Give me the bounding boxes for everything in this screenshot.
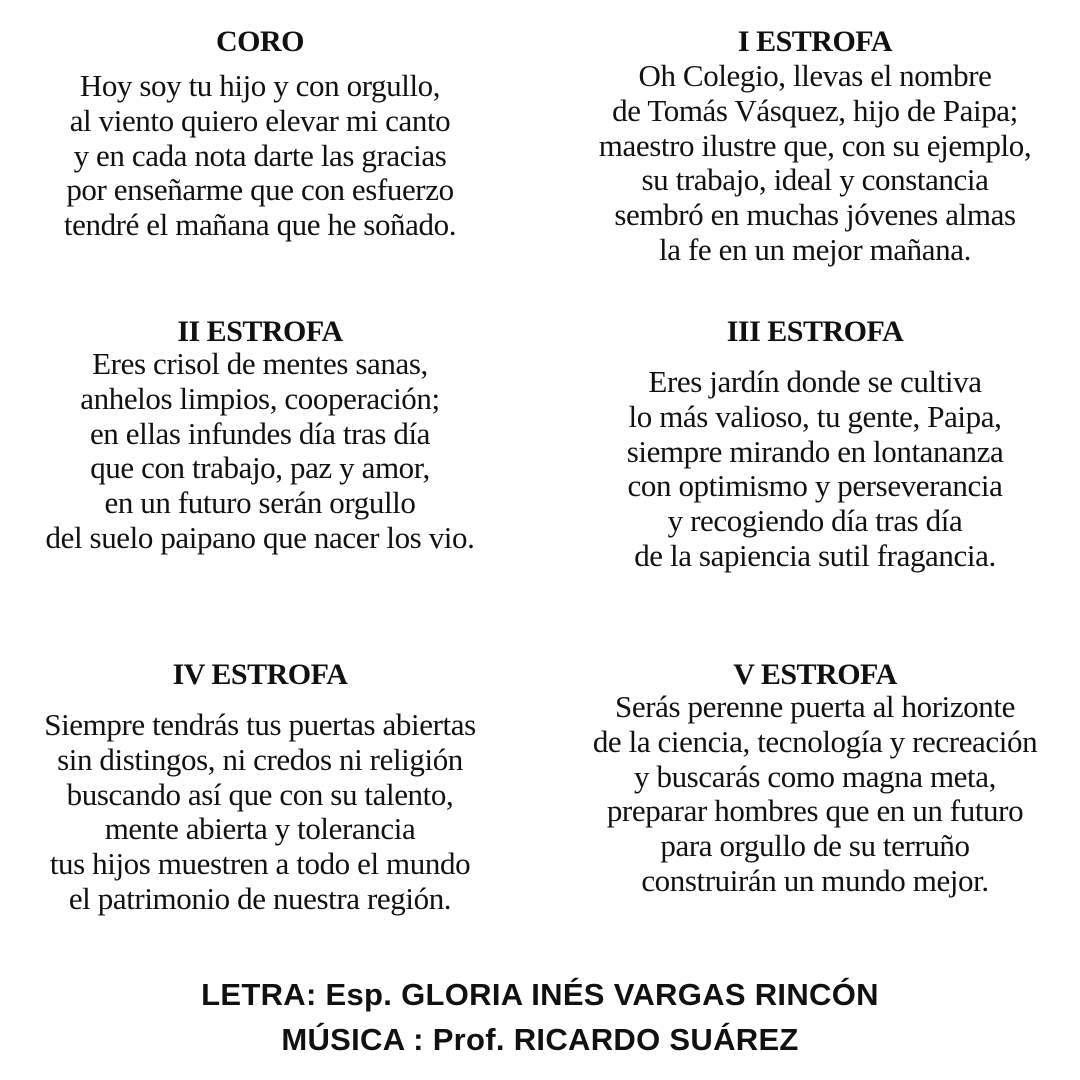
verse-line: tendré el mañana que he soñado.	[63, 207, 457, 243]
verse-line: Serás perenne puerta al horizonte	[615, 689, 1015, 724]
credits	[0, 972, 1080, 1062]
stanza-title: I ESTROFA	[737, 25, 893, 58]
stanza-title: V ESTROFA	[733, 658, 897, 691]
verse-line: maestro ilustre que, con su ejemplo,	[598, 127, 1032, 163]
verse-line: del suelo paipano que nacer los vio.	[45, 519, 475, 555]
verse-line: con optimismo y perseverancia	[627, 468, 1003, 504]
stanza-title: II ESTROFA	[177, 315, 343, 348]
verse-line: la fe en un mejor mañana.	[659, 231, 971, 267]
verse-line: en un futuro serán orgullo	[104, 485, 416, 521]
verse-line: y buscarás como magna meta,	[634, 758, 996, 794]
verse-line: Eres crisol de mentes sanas,	[92, 346, 428, 381]
verse-line: tus hijos muestren a todo el mundo	[49, 846, 471, 882]
verse-line: lo más valioso, tu gente, Paipa,	[628, 398, 1002, 434]
stanza-lines	[565, 59, 1065, 268]
verse-line: al viento quiero elevar mi canto	[69, 102, 451, 138]
verse-line: de la sapiencia sutil fragancia.	[634, 537, 996, 573]
stanza-ii-estrofa	[10, 315, 510, 556]
verse-line: y recogiendo día tras día	[667, 503, 963, 539]
stanza-v-estrofa	[565, 658, 1065, 899]
stanza-lines	[10, 347, 510, 556]
stanza-iii-estrofa	[565, 315, 1065, 574]
stanza-i-estrofa	[565, 25, 1065, 268]
verse-line: sembró en muchas jóvenes almas	[614, 197, 1016, 233]
stanza-lines	[565, 690, 1065, 899]
stanza-title: III ESTROFA	[726, 315, 904, 348]
stanza-lines	[10, 69, 510, 243]
verse-line: anhelos limpios, cooperación;	[80, 380, 440, 416]
verse-line: de Tomás Vásquez, hijo de Paipa;	[612, 92, 1018, 128]
stanza-iv-estrofa	[10, 658, 510, 917]
verse-line: Siempre tendrás tus puertas abiertas	[44, 707, 476, 742]
stanza-lines	[10, 708, 510, 917]
stanza-lines	[565, 365, 1065, 574]
verse-line: Oh Colegio, llevas el nombre	[638, 58, 992, 93]
verse-line: Hoy soy tu hijo y con orgullo,	[79, 68, 441, 103]
verse-line: que con trabajo, paz y amor,	[90, 450, 430, 486]
verse-line: su trabajo, ideal y constancia	[641, 162, 989, 198]
stanza-title: IV ESTROFA	[172, 658, 348, 691]
verse-line: y en cada nota darte las gracias	[73, 137, 447, 173]
verse-line: en ellas infundes día tras día	[89, 415, 431, 451]
verse-line: sin distingos, ni credos ni religión	[57, 741, 463, 777]
verse-line: de la ciencia, tecnología y recreación	[592, 723, 1038, 759]
music-credit: MÚSICA : Prof. RICARDO SUÁREZ	[281, 1022, 799, 1057]
stanza-title: CORO	[216, 25, 304, 58]
verse-line: buscando así que con su talento,	[66, 776, 454, 812]
verse-line: preparar hombres que en un futuro	[606, 793, 1024, 829]
verse-line: para orgullo de su terruño	[660, 828, 970, 864]
lyrics-credit: LETRA: Esp. GLORIA INÉS VARGAS RINCÓN	[201, 977, 879, 1012]
verse-line: mente abierta y tolerancia	[104, 811, 416, 847]
verse-line: por enseñarme que con esfuerzo	[66, 172, 454, 208]
verse-line: el patrimonio de nuestra región.	[68, 880, 452, 916]
verse-line: Eres jardín donde se cultiva	[648, 364, 982, 399]
stanza-coro	[10, 25, 510, 243]
verse-line: construirán un mundo mejor.	[641, 862, 989, 898]
verse-line: siempre mirando en lontananza	[626, 433, 1004, 469]
